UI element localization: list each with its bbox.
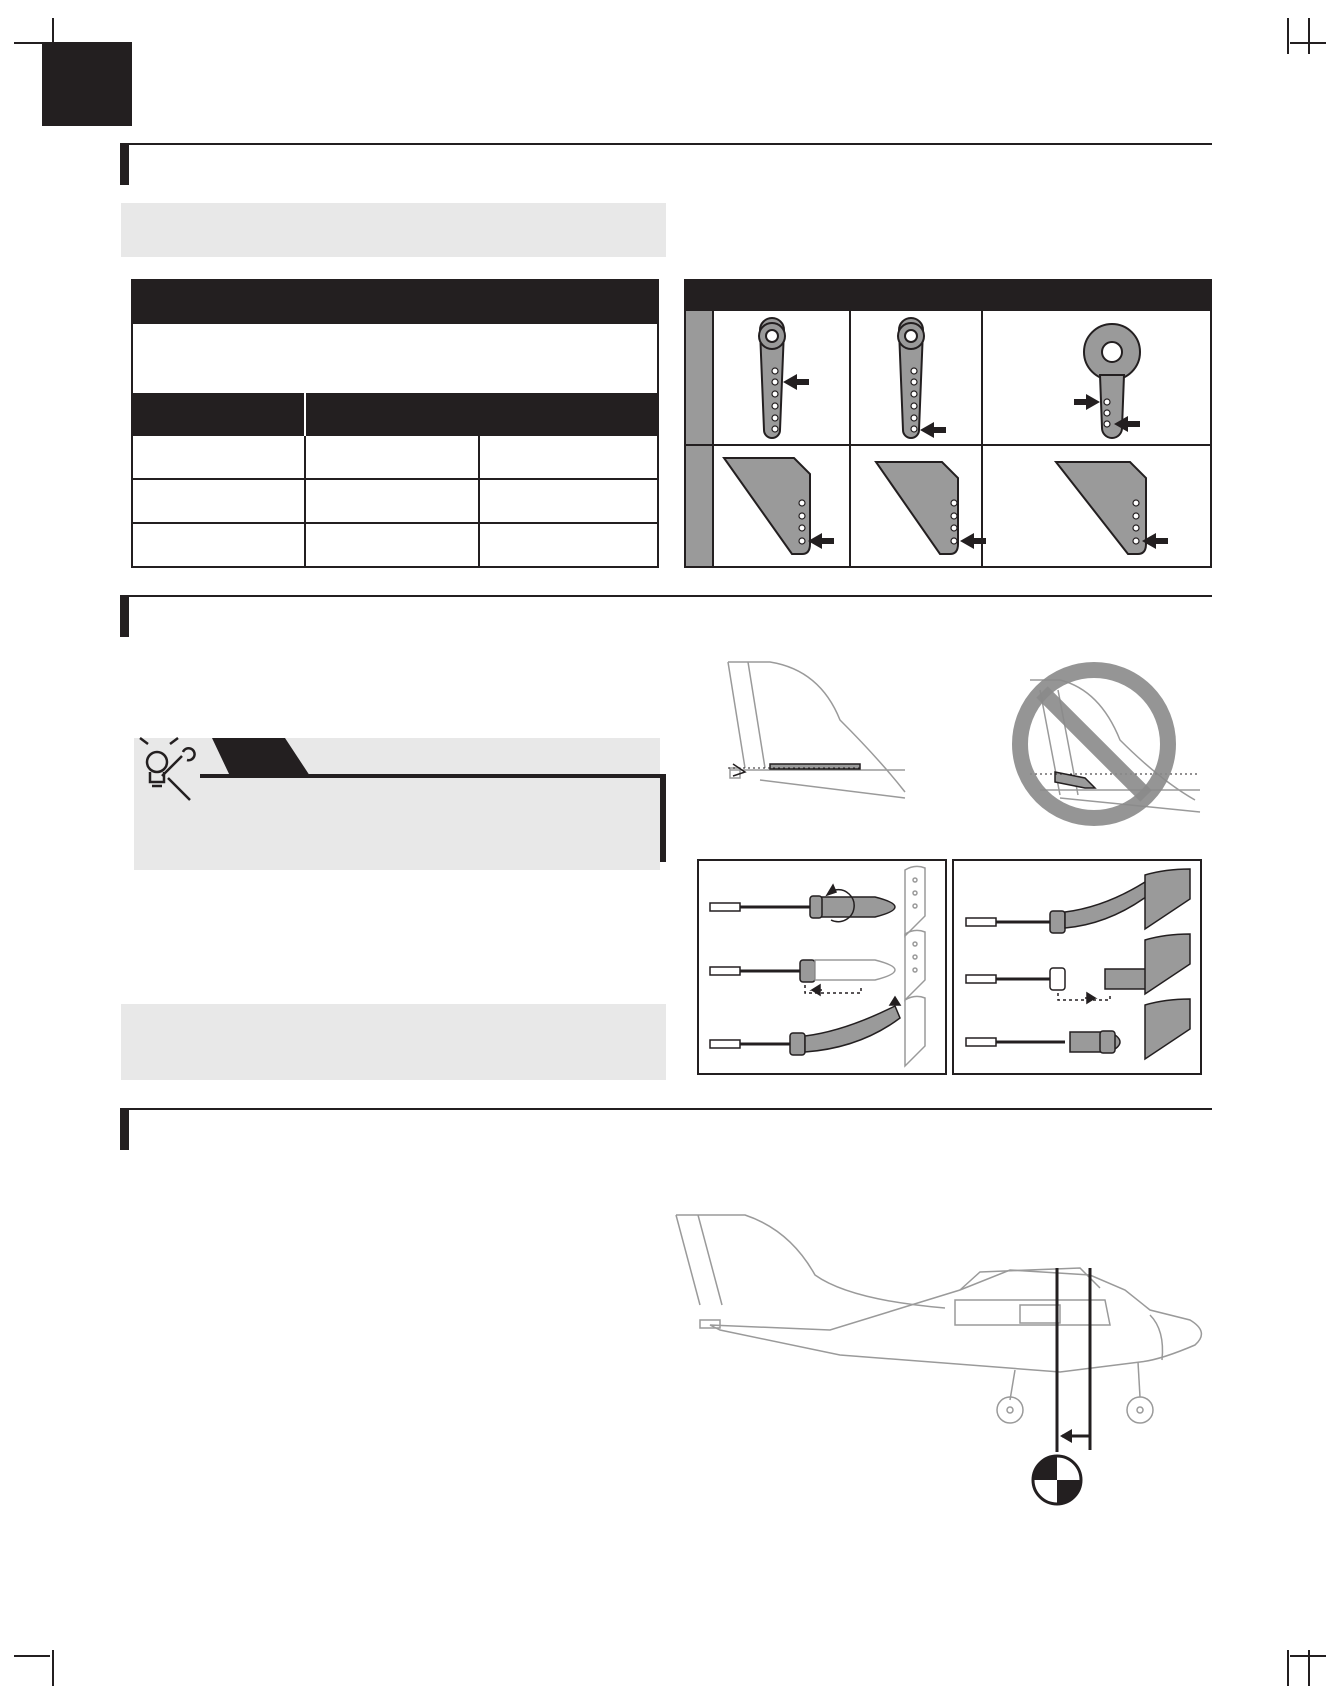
cg-marker-icon — [1033, 1456, 1081, 1504]
